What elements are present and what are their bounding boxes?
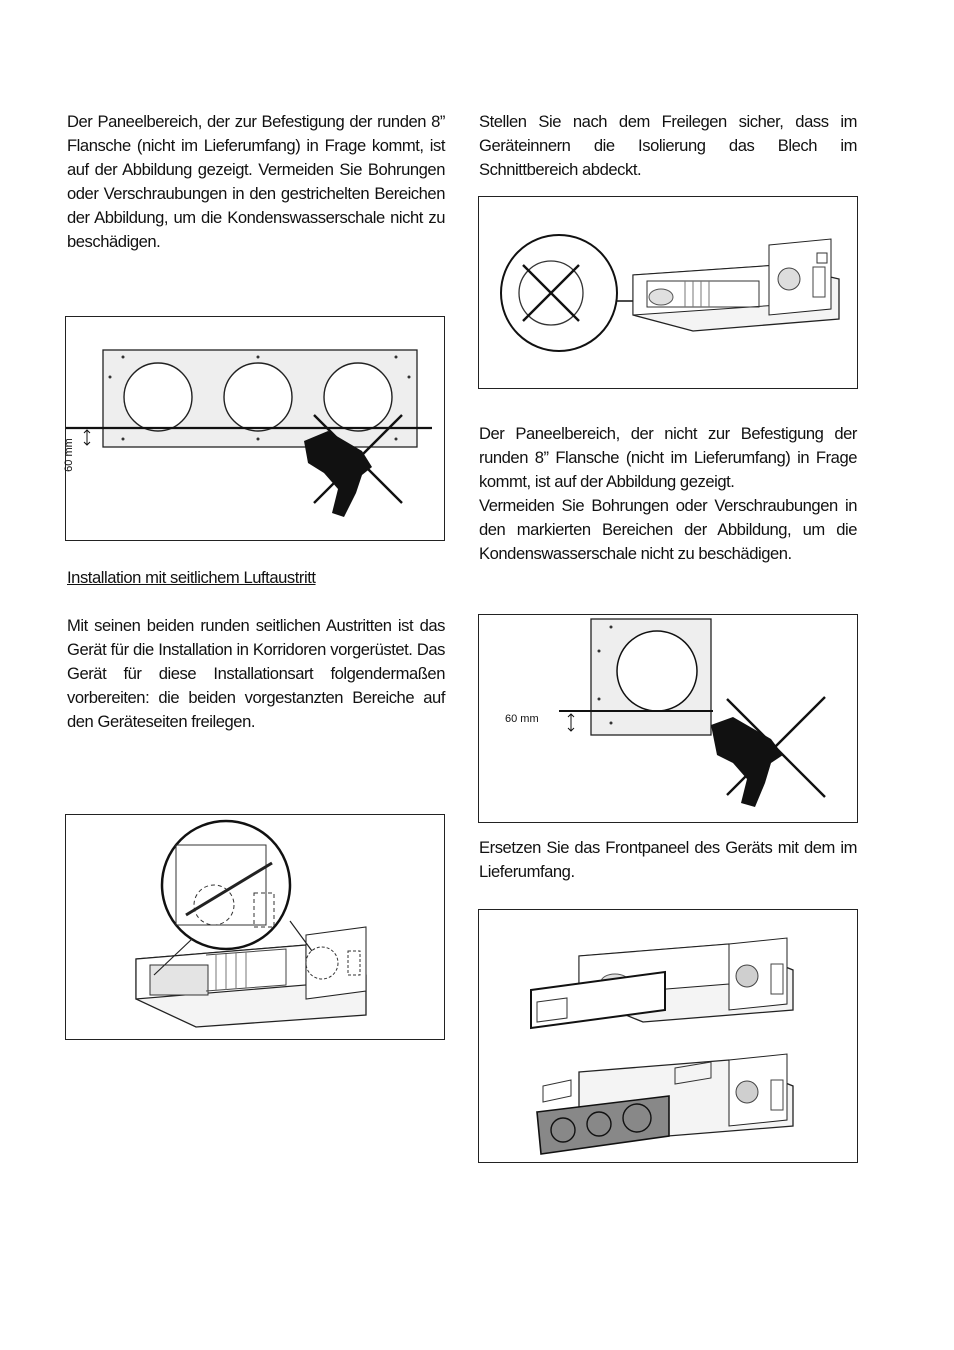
right-column-top [479, 110, 857, 182]
section-heading: Installation mit seitlichem Luftaustritt [67, 568, 316, 587]
front-panel-drawing [66, 317, 443, 539]
figure-insulation-check [478, 196, 858, 389]
figure-side-outlet-unit [65, 814, 445, 1040]
figure-front-panel-three-flanges [62, 316, 445, 541]
figure-side-panel-single-flange [478, 614, 858, 823]
left-column [67, 110, 445, 254]
side-outlet-drawing [66, 815, 443, 1038]
panel-paragraph-1: Der Paneelbereich, der nicht zur Befestigung der runden 8” Flansche (nicht im Lieferumfang) in Frage kommt, ist auf der Abbildung gezeigt. [479, 424, 857, 491]
figure-dimension-label: 60 mm [505, 713, 539, 725]
left-intro-paragraph: Der Paneelbereich, der zur Befestigung der runden 8” Flansche (nicht im Lieferumfang) in Frage kommt, ist auf der Abbildung gezeigt. Vermeiden Sie Bohrungen oder Verschraubungen in den gestrichelten Bereichen der Abbildung, um die Kondenswasserschale nicht zu beschädigen. [67, 112, 445, 251]
left-section [67, 566, 445, 734]
figure1-dimension-label: 60 mm [62, 438, 75, 472]
right-intro-paragraph: Stellen Sie nach dem Freilegen sicher, dass im Geräteinnern die Isolierung das Blech im Schnittbereich abdeckt. [479, 112, 857, 179]
panel-paragraph-2: Vermeiden Sie Bohrungen oder Verschraubungen in den markierten Bereichen der Abbildung, um die Kondenswasserschale nicht zu beschädigen. [479, 496, 857, 563]
right-column-bottom [479, 836, 857, 884]
section-paragraph: Mit seinen beiden runden seitlichen Austritten ist das Gerät für die Installation in Korridoren vorgerüstet. Das Gerät für diese Installationsart folgendermaßen vorbereiten: die beiden vorgestanzten Bereiche auf den Geräteseiten freilegen. [67, 616, 445, 731]
panel-replacement-drawing [479, 910, 856, 1161]
insulation-drawing [479, 197, 856, 387]
figure-front-panel-replacement [478, 909, 858, 1163]
right-column-middle [479, 422, 857, 566]
replace-panel-paragraph: Ersetzen Sie das Frontpaneel des Geräts mit dem im Lieferumfang. [479, 838, 857, 881]
